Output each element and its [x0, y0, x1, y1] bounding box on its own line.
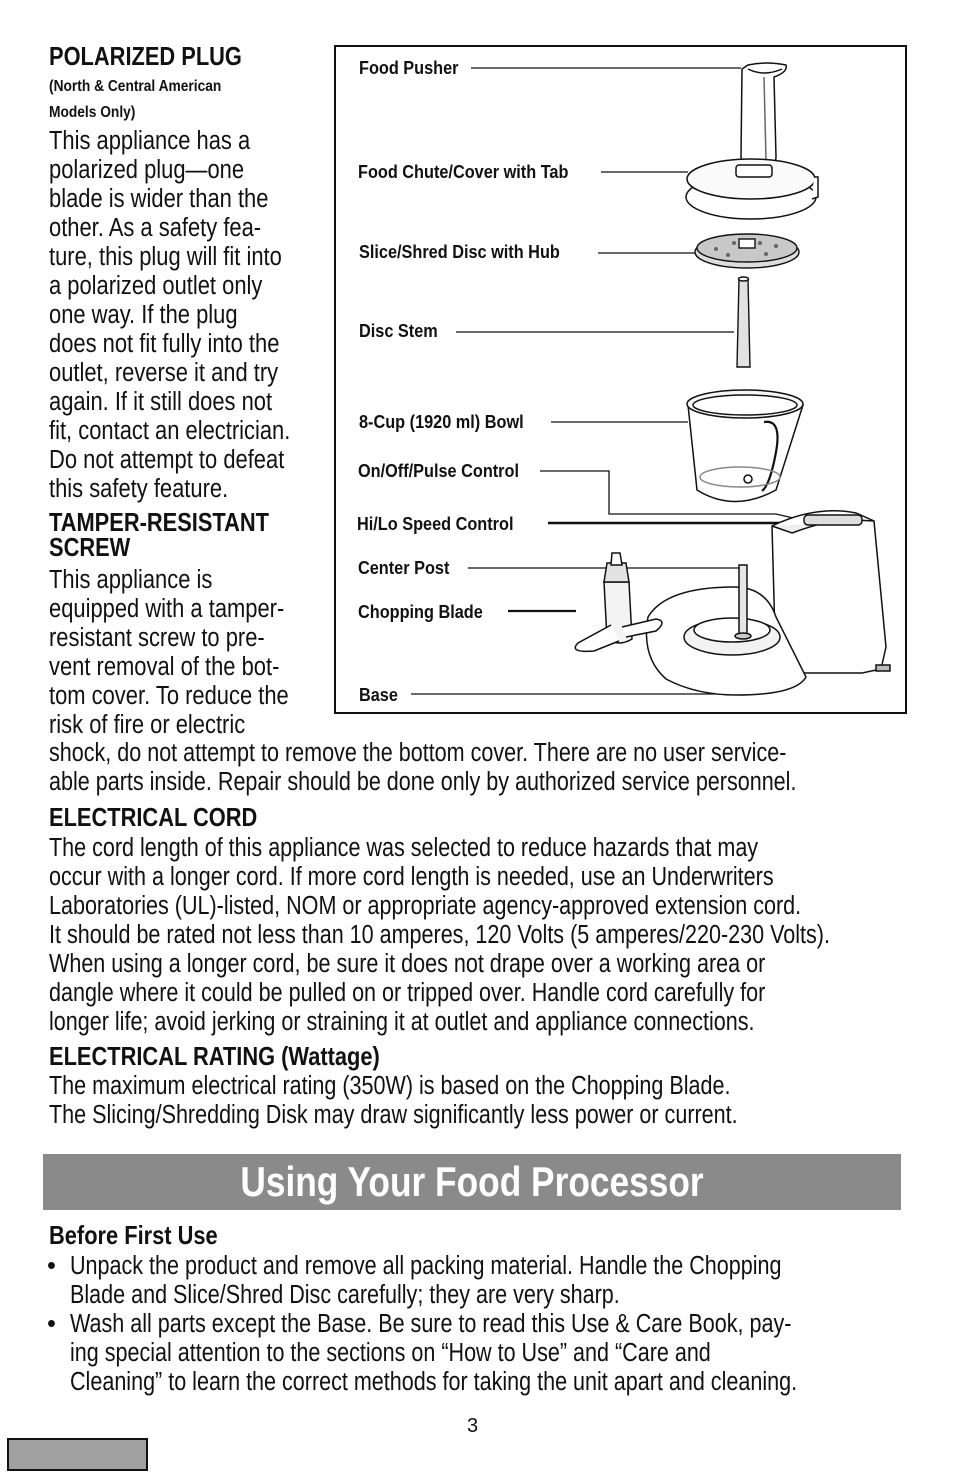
list-item-line: Wash all parts except the Base. Be sure to read this Use & Care Book, pay- [70, 1310, 792, 1338]
text-line: longer life; avoid jerking or straining it at outlet and appliance connections. [49, 1008, 755, 1036]
label-speed: Hi/Lo Speed Control [357, 513, 514, 534]
text-line: vent removal of the bot- [49, 653, 280, 681]
text-line: dangle where it could be pulled on or tripped over. Handle cord carefully for [49, 979, 766, 1007]
parts-diagram [334, 45, 907, 714]
label-disc: Slice/Shred Disc with Hub [359, 241, 560, 262]
text-line: Laboratories (UL)-listed, NOM or appropriate agency-approved extension cord. [49, 892, 802, 920]
label-center-post: Center Post [358, 557, 450, 578]
label-on-off: On/Off/Pulse Control [358, 460, 519, 481]
list-item-line: Cleaning” to learn the correct methods for taking the unit apart and cleaning. [70, 1368, 798, 1396]
label-chopping-blade: Chopping Blade [358, 601, 483, 622]
list-item-line: ing special attention to the sections on “How to Use” and “Care and [70, 1339, 711, 1367]
text-line: occur with a longer cord. If more cord length is needed, use an Underwriters [49, 863, 774, 891]
text-line: risk of fire or electric [49, 711, 246, 739]
label-base: Base [359, 684, 398, 705]
electrical-cord-heading: ELECTRICAL CORD [49, 802, 258, 832]
bowl-icon [687, 390, 803, 502]
polarized-note-line-1: (North & Central American [49, 78, 222, 95]
text-line: It should be rated not less than 10 amperes, 120 Volts (5 amperes/220-230 Volts). [49, 921, 830, 949]
text-line: resistant screw to pre- [49, 624, 265, 652]
text-line: The cord length of this appliance was selected to reduce hazards that may [49, 834, 759, 862]
text-line: other. As a safety fea- [49, 214, 262, 242]
label-cover: Food Chute/Cover with Tab [358, 161, 569, 182]
disc-stem-icon [737, 277, 750, 367]
text-line: outlet, reverse it and try [49, 359, 279, 387]
tamper-heading-line-1: TAMPER-RESISTANT [49, 507, 270, 537]
text-line: The maximum electrical rating (350W) is based on the Chopping Blade. [49, 1072, 731, 1100]
label-bowl: 8-Cup (1920 ml) Bowl [359, 411, 524, 432]
text-line: Do not attempt to defeat [49, 446, 285, 474]
label-food-pusher: Food Pusher [359, 57, 459, 78]
text-line: again. If it still does not [49, 388, 273, 416]
slice-shred-disc-icon [695, 234, 799, 268]
text-line: tom cover. To reduce the [49, 682, 289, 710]
corner-mark [7, 1438, 148, 1471]
text-line: blade is wider than the [49, 185, 269, 213]
label-disc-stem: Disc Stem [359, 320, 438, 341]
text-line: The Slicing/Shredding Disk may draw significantly less power or current. [49, 1101, 738, 1129]
text-line: a polarized outlet only [49, 272, 263, 300]
section-banner [43, 1154, 901, 1210]
section-title: Using Your Food Processor [240, 1158, 704, 1205]
bullet-symbol: • [47, 1252, 56, 1280]
cover-icon [686, 159, 818, 219]
polarized-note-line-2: Models Only) [49, 104, 136, 121]
text-line: When using a longer cord, be sure it does not drape over a working area or [49, 950, 766, 978]
list-item-line: Unpack the product and remove all packing material. Handle the Chopping [70, 1252, 782, 1280]
bullet-symbol: • [47, 1310, 56, 1338]
text-line: able parts inside. Repair should be done only by authorized service personnel. [49, 768, 797, 796]
text-line: ture, this plug will fit into [49, 243, 282, 271]
text-line: shock, do not attempt to remove the bottom cover. There are no user service- [49, 739, 787, 767]
text-line: This appliance is [49, 566, 213, 594]
polarized-plug-heading: POLARIZED PLUG [49, 41, 242, 71]
food-pusher-icon [741, 63, 786, 167]
base-icon [646, 511, 890, 695]
tamper-heading-line-2: SCREW [49, 532, 131, 562]
text-line: equipped with a tamper- [49, 595, 285, 623]
text-line: fit, contact an electrician. [49, 417, 291, 445]
text-line: this safety feature. [49, 475, 229, 503]
text-line: does not fit fully into the [49, 330, 280, 358]
text-line: This appliance has a [49, 127, 251, 155]
before-first-use-heading: Before First Use [49, 1220, 218, 1250]
page-number: 3 [467, 1415, 479, 1437]
list-item-line: Blade and Slice/Shred Disc carefully; they are very sharp. [70, 1281, 620, 1309]
text-line: polarized plug—one [49, 156, 245, 184]
text-line: one way. If the plug [49, 301, 238, 329]
electrical-rating-heading: ELECTRICAL RATING (Wattage) [49, 1041, 380, 1071]
